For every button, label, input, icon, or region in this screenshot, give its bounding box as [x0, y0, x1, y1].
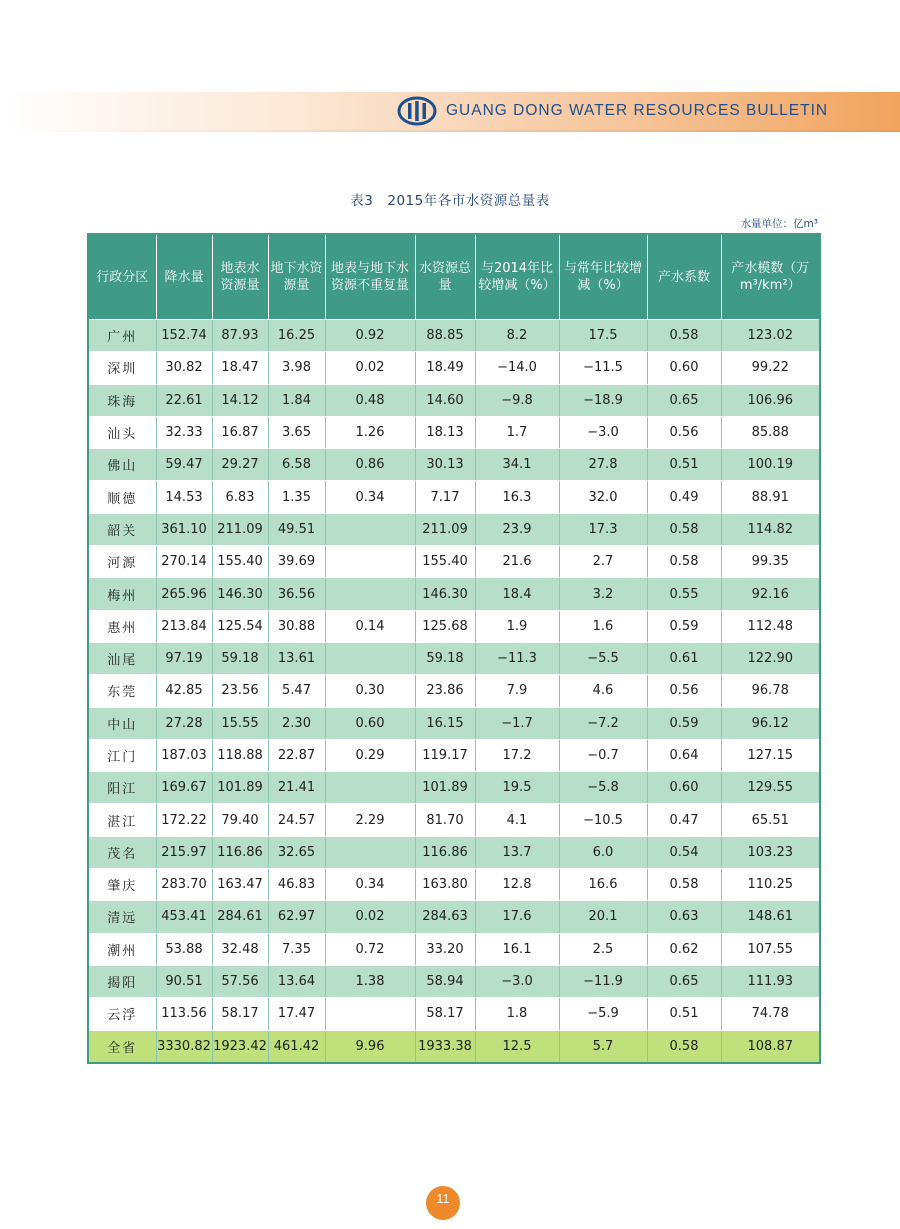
region-cell: 顺德 — [88, 481, 156, 513]
value-cell: −5.5 — [559, 642, 647, 674]
value-cell: −0.7 — [559, 739, 647, 771]
value-cell: 17.5 — [559, 320, 647, 352]
value-cell: 1.35 — [268, 481, 325, 513]
value-cell: 62.97 — [268, 901, 325, 933]
value-cell: 0.29 — [325, 739, 415, 771]
value-cell: 213.84 — [156, 610, 212, 642]
value-cell: 0.49 — [647, 481, 721, 513]
region-cell: 河源 — [88, 546, 156, 578]
value-cell: 7.17 — [415, 481, 475, 513]
value-cell: 265.96 — [156, 578, 212, 610]
value-cell: 125.68 — [415, 610, 475, 642]
value-cell: 169.67 — [156, 772, 212, 804]
value-cell: 88.85 — [415, 320, 475, 352]
value-cell: 6.83 — [212, 481, 268, 513]
value-cell: −9.8 — [475, 384, 559, 416]
value-cell: 1.8 — [475, 998, 559, 1030]
value-cell: 155.40 — [415, 546, 475, 578]
value-cell: 6.0 — [559, 836, 647, 868]
value-cell: 103.23 — [721, 836, 820, 868]
table-row — [88, 416, 820, 448]
region-cell: 汕头 — [88, 416, 156, 448]
column-header: 产水系数 — [647, 234, 721, 320]
value-cell: 27.8 — [559, 449, 647, 481]
region-cell: 全省 — [88, 1030, 156, 1063]
value-cell: 187.03 — [156, 739, 212, 771]
value-cell: 3.65 — [268, 416, 325, 448]
value-cell: −18.9 — [559, 384, 647, 416]
value-cell: 85.88 — [721, 416, 820, 448]
value-cell: 2.7 — [559, 546, 647, 578]
value-cell: 33.20 — [415, 933, 475, 965]
unit-label: 水量单位：亿m³ — [740, 218, 818, 230]
table-row — [88, 707, 820, 739]
region-cell: 中山 — [88, 707, 156, 739]
table-row — [88, 449, 820, 481]
value-cell: 0.92 — [325, 320, 415, 352]
value-cell: 110.25 — [721, 869, 820, 901]
value-cell: 0.56 — [647, 675, 721, 707]
value-cell: 283.70 — [156, 869, 212, 901]
value-cell: 0.47 — [647, 804, 721, 836]
value-cell: 0.48 — [325, 384, 415, 416]
value-cell: 15.55 — [212, 707, 268, 739]
value-cell: 4.1 — [475, 804, 559, 836]
value-cell: 36.56 — [268, 578, 325, 610]
value-cell: 129.55 — [721, 772, 820, 804]
table-row — [88, 901, 820, 933]
table-row — [88, 836, 820, 868]
value-cell — [325, 772, 415, 804]
value-cell: 2.29 — [325, 804, 415, 836]
value-cell: 17.3 — [559, 513, 647, 545]
value-cell: 155.40 — [212, 546, 268, 578]
table-row — [88, 642, 820, 674]
value-cell: 0.59 — [647, 610, 721, 642]
value-cell: 453.41 — [156, 901, 212, 933]
table-row — [88, 933, 820, 965]
region-cell: 湛江 — [88, 804, 156, 836]
value-cell: −3.0 — [475, 965, 559, 997]
table-row — [88, 804, 820, 836]
value-cell: 0.34 — [325, 869, 415, 901]
value-cell: 0.55 — [647, 578, 721, 610]
value-cell: 5.47 — [268, 675, 325, 707]
column-header: 行政分区 — [88, 234, 156, 320]
value-cell: 5.7 — [559, 1030, 647, 1063]
value-cell: 284.61 — [212, 901, 268, 933]
value-cell: 99.35 — [721, 546, 820, 578]
value-cell: 49.51 — [268, 513, 325, 545]
value-cell: 2.30 — [268, 707, 325, 739]
value-cell: 21.41 — [268, 772, 325, 804]
value-cell: 0.62 — [647, 933, 721, 965]
table-row — [88, 998, 820, 1030]
column-header: 水资源总量 — [415, 234, 475, 320]
value-cell: 119.17 — [415, 739, 475, 771]
value-cell: 58.17 — [212, 998, 268, 1030]
value-cell: 163.47 — [212, 869, 268, 901]
value-cell: 59.18 — [415, 642, 475, 674]
value-cell: 39.69 — [268, 546, 325, 578]
value-cell: 32.65 — [268, 836, 325, 868]
column-header: 地表水资源量 — [212, 234, 268, 320]
value-cell: 0.58 — [647, 1030, 721, 1063]
table-row — [88, 546, 820, 578]
value-cell: 111.93 — [721, 965, 820, 997]
value-cell: 0.30 — [325, 675, 415, 707]
value-cell: 0.63 — [647, 901, 721, 933]
value-cell: 18.49 — [415, 352, 475, 384]
region-cell: 潮州 — [88, 933, 156, 965]
value-cell: 30.88 — [268, 610, 325, 642]
region-cell: 珠海 — [88, 384, 156, 416]
value-cell: 215.97 — [156, 836, 212, 868]
value-cell: 29.27 — [212, 449, 268, 481]
value-cell: 0.58 — [647, 513, 721, 545]
value-cell: 14.12 — [212, 384, 268, 416]
region-cell: 韶关 — [88, 513, 156, 545]
column-header: 地下水资源量 — [268, 234, 325, 320]
value-cell: 16.6 — [559, 869, 647, 901]
value-cell: 65.51 — [721, 804, 820, 836]
region-cell: 揭阳 — [88, 965, 156, 997]
value-cell: 270.14 — [156, 546, 212, 578]
value-cell: 14.60 — [415, 384, 475, 416]
value-cell: −11.3 — [475, 642, 559, 674]
value-cell: 152.74 — [156, 320, 212, 352]
value-cell — [325, 546, 415, 578]
region-cell: 江门 — [88, 739, 156, 771]
region-cell: 肇庆 — [88, 869, 156, 901]
value-cell: 23.86 — [415, 675, 475, 707]
value-cell: −11.9 — [559, 965, 647, 997]
value-cell: 0.59 — [647, 707, 721, 739]
value-cell: 118.88 — [212, 739, 268, 771]
region-cell: 东莞 — [88, 675, 156, 707]
value-cell: 19.5 — [475, 772, 559, 804]
value-cell: 57.56 — [212, 965, 268, 997]
value-cell: 14.53 — [156, 481, 212, 513]
value-cell: 34.1 — [475, 449, 559, 481]
table-row — [88, 578, 820, 610]
value-cell: 0.51 — [647, 998, 721, 1030]
value-cell: 23.56 — [212, 675, 268, 707]
value-cell: 461.42 — [268, 1030, 325, 1063]
value-cell: 32.0 — [559, 481, 647, 513]
value-cell: 0.02 — [325, 901, 415, 933]
value-cell: 0.58 — [647, 546, 721, 578]
value-cell: 79.40 — [212, 804, 268, 836]
value-cell: 107.55 — [721, 933, 820, 965]
value-cell: 96.78 — [721, 675, 820, 707]
value-cell: 0.65 — [647, 965, 721, 997]
water-logo-icon — [397, 96, 437, 126]
value-cell — [325, 578, 415, 610]
column-header: 与常年比较增减（%） — [559, 234, 647, 320]
bulletin-title: GUANG DONG WATER RESOURCES BULLETIN — [446, 102, 829, 119]
value-cell: 101.89 — [212, 772, 268, 804]
value-cell: 3.98 — [268, 352, 325, 384]
value-cell: −1.7 — [475, 707, 559, 739]
value-cell: 22.61 — [156, 384, 212, 416]
value-cell: 27.28 — [156, 707, 212, 739]
value-cell: 46.83 — [268, 869, 325, 901]
value-cell: 17.6 — [475, 901, 559, 933]
header-rule — [0, 130, 900, 132]
value-cell: 16.1 — [475, 933, 559, 965]
column-header: 产水模数（万m³/km²） — [721, 234, 820, 320]
table-row — [88, 869, 820, 901]
table-row — [88, 320, 820, 352]
table-row — [88, 739, 820, 771]
value-cell: 148.61 — [721, 901, 820, 933]
value-cell: 361.10 — [156, 513, 212, 545]
value-cell: 53.88 — [156, 933, 212, 965]
value-cell: 1.7 — [475, 416, 559, 448]
value-cell: 0.56 — [647, 416, 721, 448]
region-cell: 深圳 — [88, 352, 156, 384]
value-cell: 1.9 — [475, 610, 559, 642]
value-cell: 92.16 — [721, 578, 820, 610]
value-cell: 284.63 — [415, 901, 475, 933]
value-cell: 0.65 — [647, 384, 721, 416]
value-cell: 146.30 — [415, 578, 475, 610]
value-cell: 17.47 — [268, 998, 325, 1030]
region-cell: 汕尾 — [88, 642, 156, 674]
value-cell: 16.87 — [212, 416, 268, 448]
value-cell: 99.22 — [721, 352, 820, 384]
value-cell: 0.86 — [325, 449, 415, 481]
table-row — [88, 481, 820, 513]
table-row — [88, 675, 820, 707]
value-cell: −5.9 — [559, 998, 647, 1030]
value-cell: 59.18 — [212, 642, 268, 674]
value-cell — [325, 998, 415, 1030]
value-cell: −3.0 — [559, 416, 647, 448]
value-cell: 0.58 — [647, 320, 721, 352]
value-cell: 18.47 — [212, 352, 268, 384]
value-cell: 101.89 — [415, 772, 475, 804]
value-cell — [325, 642, 415, 674]
value-cell: 0.58 — [647, 869, 721, 901]
value-cell: 0.60 — [647, 352, 721, 384]
value-cell: 88.91 — [721, 481, 820, 513]
value-cell: 24.57 — [268, 804, 325, 836]
value-cell: 123.02 — [721, 320, 820, 352]
value-cell: 87.93 — [212, 320, 268, 352]
value-cell: 163.80 — [415, 869, 475, 901]
value-cell: 100.19 — [721, 449, 820, 481]
value-cell: 122.90 — [721, 642, 820, 674]
value-cell: 8.2 — [475, 320, 559, 352]
table-row — [88, 352, 820, 384]
value-cell: 17.2 — [475, 739, 559, 771]
value-cell: 1.84 — [268, 384, 325, 416]
region-cell: 阳江 — [88, 772, 156, 804]
value-cell: 16.3 — [475, 481, 559, 513]
value-cell: 106.96 — [721, 384, 820, 416]
value-cell: 81.70 — [415, 804, 475, 836]
value-cell: 74.78 — [721, 998, 820, 1030]
value-cell: 12.8 — [475, 869, 559, 901]
value-cell: 0.51 — [647, 449, 721, 481]
region-cell: 云浮 — [88, 998, 156, 1030]
column-header: 与2014年比较增减（%） — [475, 234, 559, 320]
value-cell: 59.47 — [156, 449, 212, 481]
value-cell: 23.9 — [475, 513, 559, 545]
region-cell: 惠州 — [88, 610, 156, 642]
value-cell: 32.48 — [212, 933, 268, 965]
value-cell: 4.6 — [559, 675, 647, 707]
value-cell: 22.87 — [268, 739, 325, 771]
value-cell: 7.35 — [268, 933, 325, 965]
value-cell: 116.86 — [415, 836, 475, 868]
value-cell: 1.6 — [559, 610, 647, 642]
water-resources-table — [87, 233, 821, 1064]
value-cell: 96.12 — [721, 707, 820, 739]
value-cell: −14.0 — [475, 352, 559, 384]
value-cell: 0.64 — [647, 739, 721, 771]
value-cell: 58.17 — [415, 998, 475, 1030]
region-cell: 广州 — [88, 320, 156, 352]
region-cell: 清远 — [88, 901, 156, 933]
region-cell: 梅州 — [88, 578, 156, 610]
value-cell: 0.60 — [325, 707, 415, 739]
value-cell: 3330.82 — [156, 1030, 212, 1063]
value-cell: 116.86 — [212, 836, 268, 868]
value-cell: 30.82 — [156, 352, 212, 384]
value-cell: 16.15 — [415, 707, 475, 739]
table-row — [88, 965, 820, 997]
value-cell: 9.96 — [325, 1030, 415, 1063]
value-cell: 1.26 — [325, 416, 415, 448]
value-cell: 42.85 — [156, 675, 212, 707]
page-number: 11 — [426, 1186, 460, 1220]
value-cell: −10.5 — [559, 804, 647, 836]
value-cell: 6.58 — [268, 449, 325, 481]
value-cell: 0.60 — [647, 772, 721, 804]
table-row — [88, 772, 820, 804]
value-cell: 21.6 — [475, 546, 559, 578]
value-cell: 113.56 — [156, 998, 212, 1030]
value-cell: 0.34 — [325, 481, 415, 513]
value-cell: 108.87 — [721, 1030, 820, 1063]
value-cell: 125.54 — [212, 610, 268, 642]
value-cell: 13.61 — [268, 642, 325, 674]
value-cell: 58.94 — [415, 965, 475, 997]
value-cell: 32.33 — [156, 416, 212, 448]
value-cell — [325, 836, 415, 868]
table-title: 表3 2015年各市水资源总量表 — [350, 193, 550, 209]
column-header: 降水量 — [156, 234, 212, 320]
value-cell: −7.2 — [559, 707, 647, 739]
table-row — [88, 384, 820, 416]
value-cell: −5.8 — [559, 772, 647, 804]
value-cell: 13.7 — [475, 836, 559, 868]
region-cell: 茂名 — [88, 836, 156, 868]
region-cell: 佛山 — [88, 449, 156, 481]
value-cell: 146.30 — [212, 578, 268, 610]
value-cell: 3.2 — [559, 578, 647, 610]
value-cell: 0.61 — [647, 642, 721, 674]
value-cell: 12.5 — [475, 1030, 559, 1063]
value-cell: 97.19 — [156, 642, 212, 674]
value-cell: 2.5 — [559, 933, 647, 965]
value-cell: 0.72 — [325, 933, 415, 965]
value-cell: 20.1 — [559, 901, 647, 933]
table-row — [88, 513, 820, 545]
value-cell: 0.14 — [325, 610, 415, 642]
value-cell: 18.4 — [475, 578, 559, 610]
value-cell — [325, 513, 415, 545]
value-cell: 30.13 — [415, 449, 475, 481]
value-cell: 0.54 — [647, 836, 721, 868]
value-cell: −11.5 — [559, 352, 647, 384]
table-row — [88, 610, 820, 642]
value-cell: 127.15 — [721, 739, 820, 771]
value-cell: 16.25 — [268, 320, 325, 352]
value-cell: 1933.38 — [415, 1030, 475, 1063]
value-cell: 112.48 — [721, 610, 820, 642]
total-row — [88, 1030, 820, 1063]
table-header-row — [88, 234, 820, 320]
value-cell: 211.09 — [212, 513, 268, 545]
column-header: 地表与地下水资源不重复量 — [325, 234, 415, 320]
value-cell: 90.51 — [156, 965, 212, 997]
value-cell: 211.09 — [415, 513, 475, 545]
value-cell: 114.82 — [721, 513, 820, 545]
value-cell: 18.13 — [415, 416, 475, 448]
value-cell: 0.02 — [325, 352, 415, 384]
value-cell: 172.22 — [156, 804, 212, 836]
value-cell: 7.9 — [475, 675, 559, 707]
value-cell: 1.38 — [325, 965, 415, 997]
value-cell: 1923.42 — [212, 1030, 268, 1063]
value-cell: 13.64 — [268, 965, 325, 997]
